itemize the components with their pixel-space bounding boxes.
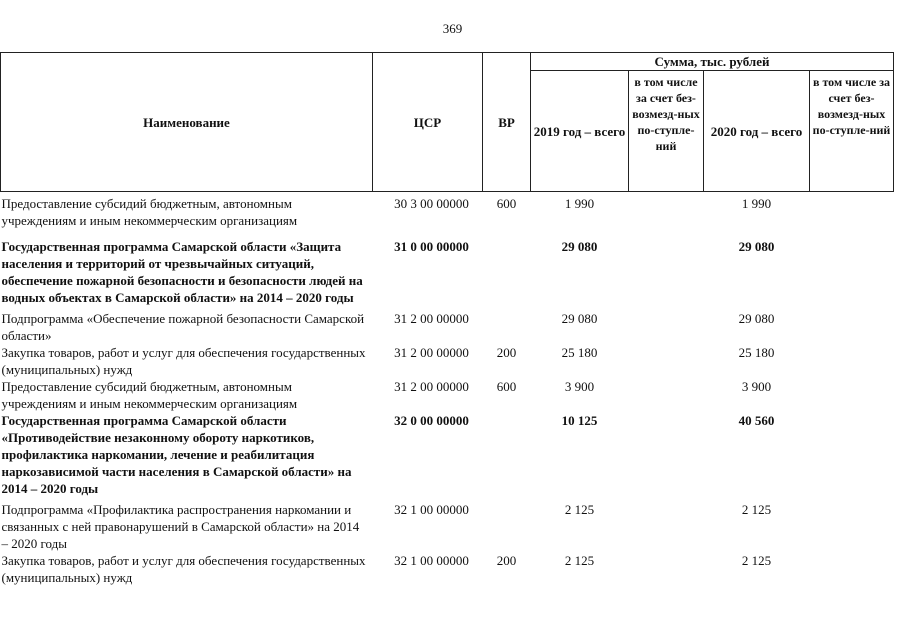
row-2019-total: 1 990 — [564, 196, 595, 211]
row-csr: 31 2 00 00000 — [394, 345, 469, 360]
table-row — [1, 306, 894, 344]
table-row — [1, 552, 894, 586]
table-header — [1, 53, 894, 192]
row-2019-total: 10 125 — [561, 413, 598, 428]
budget-table — [0, 52, 894, 586]
row-name: Государственная программа Самарской области «Защита населения и территорий от чрезвычайных ситуаций, обеспечение пожарной безопасности и безопасности людей на водных объектах в Самарской области» на 2014 – 2020 годы — [1, 239, 363, 305]
row-2019-free — [629, 497, 704, 552]
row-2020-total: 3 900 — [741, 379, 772, 394]
row-name: Подпрограмма «Обеспечение пожарной безопасности Самарской области» — [1, 311, 365, 343]
row-name: Закупка товаров, работ и услуг для обеспечения государственных (муниципальных) нужд — [1, 345, 366, 377]
row-2020-free — [810, 192, 894, 230]
row-csr: 31 2 00 00000 — [394, 311, 469, 326]
row-vr — [483, 497, 531, 552]
row-2019-total: 29 080 — [561, 311, 598, 326]
table-row — [1, 229, 894, 306]
row-vr: 200 — [496, 345, 517, 360]
table-row — [1, 344, 894, 378]
row-2020-free — [810, 412, 894, 497]
page-number: 369 — [442, 21, 463, 36]
header-name: Наименование — [1, 53, 373, 192]
row-2019-free — [629, 412, 704, 497]
header-2020-free: в том числе за счет без-возмезд-ных по-ступле-ний — [810, 71, 894, 192]
row-vr: 600 — [496, 379, 517, 394]
row-2019-total: 2 125 — [564, 502, 595, 517]
row-2020-total: 29 080 — [738, 311, 775, 326]
row-csr: 32 1 00 00000 — [394, 553, 469, 568]
table-row — [1, 412, 894, 497]
row-2020-total: 25 180 — [738, 345, 775, 360]
row-2019-free — [629, 378, 704, 412]
header-2019-free: в том числе за счет без-возмезд-ных по-ступле-ний — [629, 71, 704, 192]
row-vr: 600 — [496, 196, 517, 211]
row-name: Предоставление субсидий бюджетным, автономным учреждениям и иным некоммерческим организациям — [1, 196, 298, 228]
row-csr: 32 0 00 00000 — [394, 413, 469, 428]
table-row — [1, 192, 894, 230]
row-2019-free — [629, 306, 704, 344]
row-2020-free — [810, 378, 894, 412]
row-name: Подпрограмма «Профилактика распространения наркомании и связанных с ней правонарушений в Самарской области» на 2014 – 2020 годы — [1, 502, 360, 551]
row-2020-total: 40 560 — [738, 413, 775, 428]
table-row — [1, 378, 894, 412]
row-2020-total: 2 125 — [741, 553, 772, 568]
row-2019-free — [629, 344, 704, 378]
table-body — [1, 192, 894, 587]
row-vr: 200 — [496, 553, 517, 568]
row-csr: 32 1 00 00000 — [394, 502, 469, 517]
header-2020-total: 2020 год – всего — [704, 71, 810, 192]
row-name: Государственная программа Самарской области «Противодействие незаконному обороту наркотиков, профилактика наркомании, лечение и реабилитация наркозависимой части населения в Самарской области» на 2014 – 2020 годы — [1, 413, 352, 496]
row-2019-total: 25 180 — [561, 345, 598, 360]
header-2019-total: 2019 год – всего — [531, 71, 629, 192]
row-2020-free — [810, 497, 894, 552]
row-2019-total: 3 900 — [564, 379, 595, 394]
row-vr — [483, 229, 531, 306]
row-vr — [483, 306, 531, 344]
row-2019-free — [629, 192, 704, 230]
row-csr: 30 3 00 00000 — [394, 196, 469, 211]
row-name: Закупка товаров, работ и услуг для обеспечения государственных (муниципальных) нужд — [1, 553, 366, 585]
row-2019-total: 2 125 — [564, 553, 595, 568]
header-sum-group: Сумма, тыс. рублей — [531, 53, 894, 71]
header-vr: ВР — [483, 53, 531, 192]
row-2020-free — [810, 344, 894, 378]
row-2019-free — [629, 552, 704, 586]
row-2019-free — [629, 229, 704, 306]
row-2020-free — [810, 306, 894, 344]
row-2020-total: 2 125 — [741, 502, 772, 517]
row-2020-free — [810, 229, 894, 306]
row-2019-total: 29 080 — [561, 239, 598, 254]
row-csr: 31 0 00 00000 — [394, 239, 469, 254]
row-name: Предоставление субсидий бюджетным, автономным учреждениям и иным некоммерческим организациям — [1, 379, 298, 411]
table-row — [1, 497, 894, 552]
row-2020-total: 1 990 — [741, 196, 772, 211]
header-csr: ЦСР — [373, 53, 483, 192]
row-csr: 31 2 00 00000 — [394, 379, 469, 394]
row-vr — [483, 412, 531, 497]
row-2020-total: 29 080 — [738, 239, 775, 254]
row-2020-free — [810, 552, 894, 586]
